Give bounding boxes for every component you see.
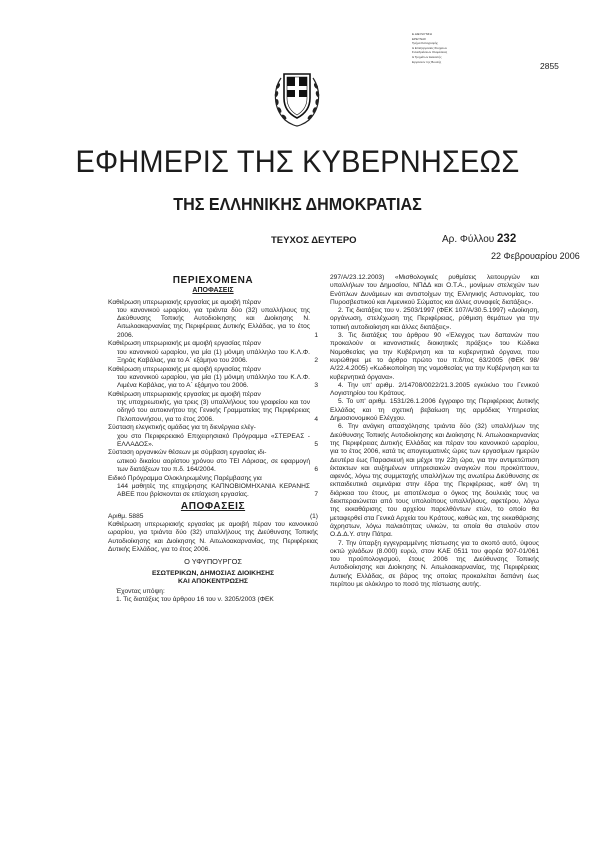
toc-item-page: 2 bbox=[314, 356, 318, 364]
stamp-line: & Τμημάτων Διακοπής bbox=[412, 54, 442, 59]
left-column bbox=[108, 277, 318, 604]
page-number: 2855 bbox=[540, 61, 559, 71]
issue-type: ΤΕΥΧΟΣ ΔΕΥΤΕΡΟ bbox=[271, 235, 357, 246]
toc-item-first-line: Καθιέρωση υπερωριακής εργασίας με αμοιβή πέραν bbox=[108, 390, 261, 398]
paragraph: 3. Τις διατάξεις του άρθρου 90 «Έλεγχος των δαπανών που προκαλούν οι κανονιστικές διοικητικές πράξεις» του Κώδικα Νομοθεσίας για την Κυβέρνηση και τα κυβερνητικά όργανα, που κυρώθηκε με το άρθρο πρώτο του π.δ/τος 63/2005 (ΦΕΚ 98/Α/22.4.2005) «Κωδικοποίηση της νομοθεσίας για την Κυβέρνηση και τα κυβερνητικά όργανα». bbox=[330, 332, 539, 381]
toc-item[interactable] bbox=[108, 340, 318, 365]
toc-item-text: ωτικού δικαίου αορίστου χρόνου στο ΤΕΙ Λάρισας, σε εφαρμογή των διατάξεων του π.δ. 164/2004. bbox=[117, 457, 310, 474]
sheet-number-label bbox=[442, 233, 516, 245]
toc-item-first-line: Καθιέρωση υπερωριακής με αμοιβή εργασίας πέραν bbox=[108, 365, 261, 373]
toc-item-first-line: Καθιέρωση υπερωριακής εργασίας με αμοιβή πέραν bbox=[108, 298, 261, 306]
paragraph: 7. Την ύπαρξη εγγεγραμμένης πίστωσης για το σκοπό αυτό, ύψους οκτώ χιλιάδων (8.000) ευρώ, στον ΚΑΕ 0511 του φορέα 907-01/061 του προϋπολογισμού, έτους 2006 της Διεύθυνσης Τοπικής Αυτοδιοίκησης και Διοίκησης Ν. Αιτωλοακαρνανίας, της Περιφέρειας Δυτικής Ελλάδας, σε βάρος της οποίας προκαλείται δαπάνη έως περίπου με ολόκληρο το ποσό της πίστωσης αυτής. bbox=[330, 539, 539, 588]
sheet-number: 232 bbox=[497, 233, 517, 245]
archive-stamp bbox=[412, 32, 476, 64]
right-column bbox=[330, 274, 539, 589]
toc-item-page: 3 bbox=[314, 382, 318, 390]
gazette-subtitle: ΤΗΣ ΕΛΛΗΝΙΚΗΣ ΔΗΜΟΚΡΑΤΙΑΣ bbox=[173, 194, 422, 214]
toc-item[interactable] bbox=[108, 366, 318, 391]
paragraph: 5. Το υπ' αριθμ. 1531/26.1.2006 έγγραφο της Περιφέρειας Δυτικής Ελλάδας και τη σχετική βεβαίωση της αρμόδιας Υπηρεσίας Δημοσιονομικού Ελέγχου. bbox=[330, 398, 539, 423]
ministry-line: ΚΑΙ ΑΠΟΚΕΝΤΡΩΣΗΣ bbox=[178, 577, 248, 585]
toc-item-text: του κανονικού ωραρίου, για μία (1) μόνιμη υπάλληλο του Κ.Λ.Φ. Ξηράς Καβάλας, για το Α΄ εξάμηνο του 2006. bbox=[117, 348, 310, 364]
gazette-title: ΕΦΗΜΕΡΙΣ ΤΗΣ ΚΥΒΕΡΝΗΣΕΩΣ bbox=[75, 143, 520, 179]
ministry-line: ΕΣΩΤΕΡΙΚΩΝ, ΔΗΜΟΣΙΑΣ ΔΙΟΙΚΗΣΗΣ bbox=[151, 569, 275, 577]
paragraph: 1. Τις διατάξεις του άρθρου 16 του ν. 3205/2003 (ΦΕΚ bbox=[116, 596, 274, 604]
toc-item-page: 5 bbox=[314, 440, 318, 448]
toc-item-first-line: Σύσταση οργανικών θέσεων με σύμβαση εργασίας ιδι- bbox=[108, 449, 267, 457]
stamp-line: Ε.ΔΙΕΥΘΥΝΣΗ bbox=[412, 32, 432, 36]
sheet-label-text: Αρ. Φύλλου bbox=[442, 234, 495, 245]
toc-item-page: 7 bbox=[314, 491, 318, 499]
stamp-line: ΕΡΕΥΝΑΣ bbox=[412, 36, 427, 41]
paragraph: 4. Την υπ' αριθμ. 2/14708/0022/21.3.2005 εγκύκλιο του Γενικού Λογιστηρίου του Κράτους. bbox=[330, 381, 539, 398]
stamp-line: & Επεξεργασίας Στοιχείων bbox=[412, 45, 448, 50]
toc-item-text: 144 μαθητές της επιχείρησης ΚΑΠΝΟΒΙΟΜΗΧΑΝΙΑ ΚΕΡΑΝΗΣ ΑΒΕΕ που βρίσκονται σε επίσχεση εργασίας. bbox=[117, 482, 310, 499]
toc-item-first-line: Καθιέρωση υπερωριακής με αμοιβή εργασίας πέραν bbox=[108, 340, 261, 348]
stamp-line: Τμήμα Καταγραφής bbox=[412, 41, 438, 46]
toc-item-text: της υποχρεωτικής, για τρεις (3) υπαλλήλους του γραφείου και τον οδηγό του αυτοκινήτου της Γενικής Γραμματείας της Περιφέρειας Πελοποννήσου, για το έτος 2006. bbox=[117, 399, 310, 423]
considering-label: Έχοντας υπόψη: bbox=[116, 587, 165, 595]
toc-item-page: 6 bbox=[314, 466, 318, 474]
toc-item-text: του κανονικού ωραρίου, για μία (1) μόνιμη υπάλληλο του Κ.Λ.Φ. Λιμένα Καβάλας, για το Α΄ εξάμηνο του 2006. bbox=[117, 373, 310, 390]
greek-coat-of-arms-icon bbox=[271, 68, 323, 128]
decision-summary: Καθιέρωση υπερωριακής εργασίας με αμοιβή πέραν του κανονικού ωραρίου, για τριάντα δύο (32) υπαλλήλους της Διεύθυνσης Τοπικής Αυτοδιοίκησης και Διοίκησης Ν. Αιτωλοακαρνανίας, της Περιφέρειας Δυτικής Ελλάδας, για το έτος 2006. bbox=[108, 521, 318, 553]
stamp-line: Εργασιών της Βουλής bbox=[412, 59, 442, 64]
toc-item-page: 4 bbox=[314, 415, 318, 423]
toc-item[interactable] bbox=[108, 449, 318, 474]
toc-item-text: χου στο Περιφερειακό Επιχειρησιακό Πρόγραμμα «ΣΤΕΡΕΑΣ - ΕΛΛΑΔΟΣ». bbox=[117, 432, 310, 448]
contents-subheading: ΑΠΟΦΑΣΕΙΣ bbox=[192, 287, 234, 295]
decision-number: Αριθμ. 5885 bbox=[108, 512, 144, 520]
toc-item-first-line: Σύσταση ελεγκτικής ομάδας για τη διενέργεια ελέγ- bbox=[108, 424, 256, 432]
minister-title: Ο ΥΦΥΠΟΥΡΓΟΣ bbox=[184, 557, 242, 567]
contents-heading: ΠΕΡΙΕΧΟΜΕΝΑ bbox=[172, 275, 254, 286]
toc-item-page: 1 bbox=[314, 331, 318, 339]
toc-item[interactable] bbox=[108, 475, 318, 500]
decision-number-row bbox=[108, 513, 318, 521]
decision-index: (1) bbox=[309, 512, 318, 520]
paragraph: 6. Την ανάγκη απασχόλησης τριάντα δύο (32) υπαλλήλων της Διεύθυνσης Τοπικής Αυτοδιοίκησης και Διοίκησης Ν. Αιτωλοακαρνανίας της Περιφέρειας Δυτικής Ελλάδας και πέραν του κανονικού ωραρίου, για το έτος 2006, κατά τις απογευματινές ώρες των εργασίμων ημερών Δευτέρα έως Παρασκευή και μέχρι την 22η ώρα, για την αντιμετώπιση έκτακτων και αυξημένων υπηρεσιακών αναγκών που προκύπτουν, αφενός, λόγω της συμμετοχής υπαλλήλων της ανωτέρω Διεύθυνσης σε εκπαιδευτικά σεμινάρια στην έδρα της Περιφέρειας, καθ' όλη τη διάρκεια του έτους, με αποτέλεσμα ο όγκος της δουλειάς τους να διεκπεραιώνεται από τους υπολοίπους υπαλλήλους, αφετέρου, λόγω της εκκαθάρισης του αρχείου παρελθόντων ετών, το οποίο θα μεταφερθεί στα Γενικά Αρχεία του Κράτους, καθώς και, της εκκαθάρισης άχρηστων, λόγω παλαιότητας υλικών, τα οποία θα σταλούν στον Ο.Δ.Δ.Υ. στην Πάτρα. bbox=[330, 423, 540, 539]
toc-item[interactable] bbox=[108, 299, 318, 340]
toc-item-first-line: Ειδικό Πρόγραμμα Ολοκληρωμένης Παρέμβασης για bbox=[108, 474, 262, 482]
issue-date: 22 Φεβρουαρίου 2006 bbox=[491, 251, 580, 261]
ministry-name bbox=[108, 570, 318, 586]
toc-item[interactable] bbox=[108, 424, 318, 449]
decisions-heading: ΑΠΟΦΑΣΕΙΣ bbox=[180, 500, 246, 512]
toc-item-text: του κανονικού ωραρίου, για τριάντα δύο (32) υπαλλήλους της Διεύθυνσης Τοπικής Αυτοδιοίκησης και Διοίκησης Ν. Αιτωλοακαρνανίας της Περιφέρειας Δυτικής Ελλάδας, για το έτος 2006. bbox=[117, 306, 310, 339]
paragraph: 2. Τις διατάξεις του ν. 2503/1997 (ΦΕΚ 107/Α/30.5.1997) «Διοίκηση, οργάνωση, στελέχωση της Περιφέρειας, ρύθμιση θεμάτων για την τοπική αυτοδιοίκηση και άλλες διατάξεις». bbox=[330, 307, 539, 331]
toc-item[interactable] bbox=[108, 391, 318, 424]
paragraph: 297/Α/23.12.2003) «Μισθολογικές ρυθμίσεις λειτουργών και υπαλλήλων του Δημοσίου, ΝΠΔΔ και Ο.Τ.Α., μονίμων στελεχών των Ενόπλων Δυνάμεων και αντιστοίχων της Ελληνικής Αστυνομίας, του Πυροσβεστικού και Λιμενικού Σώματος και άλλες συναφείς διατάξεις». bbox=[330, 274, 539, 306]
stamp-line: Συνεδριάσεων Ολομέλειας bbox=[412, 50, 448, 55]
